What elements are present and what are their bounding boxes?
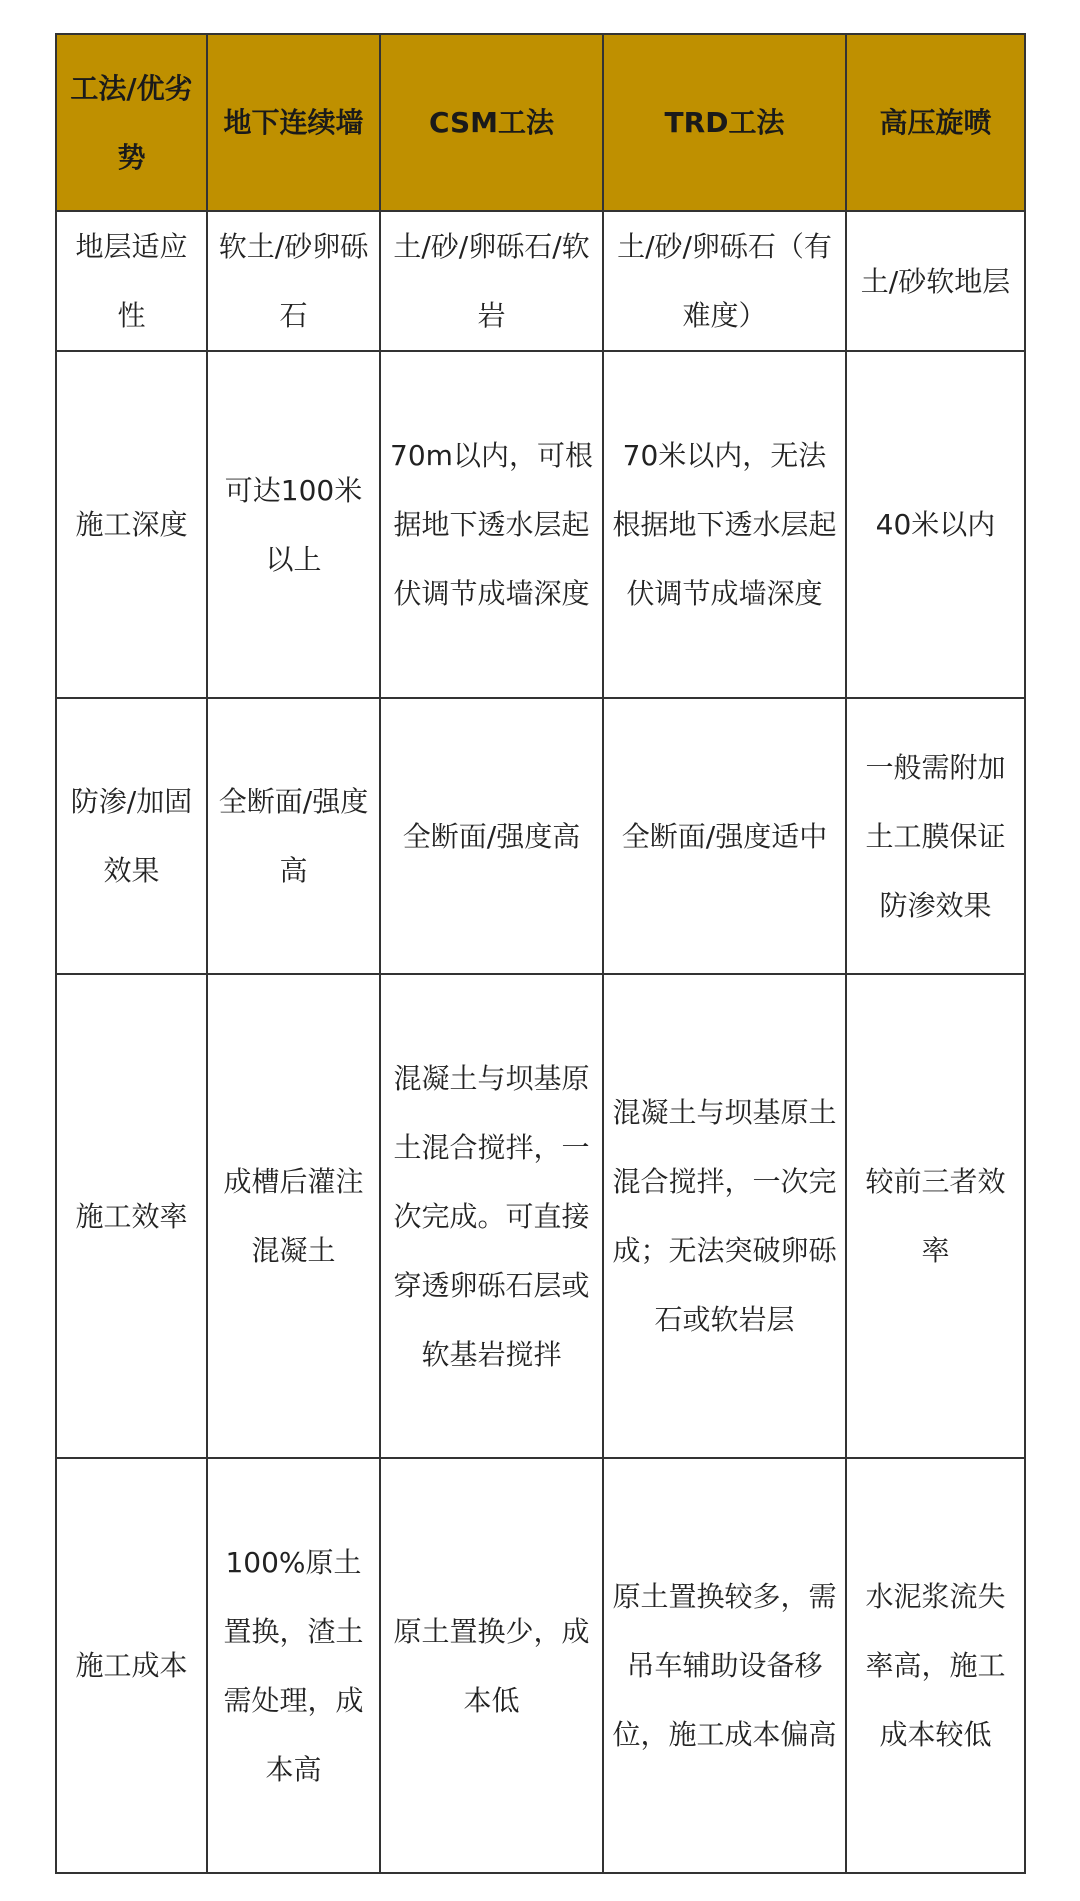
- header-cell: 工法/优劣势: [56, 34, 207, 211]
- comparison-table: [55, 33, 1026, 1874]
- table-cell: 全断面/强度高: [207, 698, 380, 974]
- row-label: 施工效率: [56, 974, 207, 1458]
- table-row: [56, 698, 1025, 974]
- table-cell: 成槽后灌注混凝土: [207, 974, 380, 1458]
- table-row: [56, 1458, 1025, 1873]
- table-cell: 土/砂/卵砾石/软岩: [380, 211, 603, 351]
- table-row: [56, 211, 1025, 351]
- row-label: 施工成本: [56, 1458, 207, 1873]
- table-cell: 较前三者效率: [846, 974, 1025, 1458]
- table-row: [56, 351, 1025, 698]
- table-cell: 70m以内，可根据地下透水层起伏调节成墙深度: [380, 351, 603, 698]
- header-cell: CSM工法: [380, 34, 603, 211]
- table-cell: 原土置换少，成本低: [380, 1458, 603, 1873]
- header-cell: 高压旋喷: [846, 34, 1025, 211]
- table-cell: 原土置换较多，需吊车辅助设备移位，施工成本偏高: [603, 1458, 846, 1873]
- header-cell: 地下连续墙: [207, 34, 380, 211]
- row-label: 施工深度: [56, 351, 207, 698]
- table-cell: 混凝土与坝基原土混合搅拌，一次完成。可直接穿透卵砾石层或软基岩搅拌: [380, 974, 603, 1458]
- row-label: 防渗/加固效果: [56, 698, 207, 974]
- table-cell: 土/砂软地层: [846, 211, 1025, 351]
- header-cell: TRD工法: [603, 34, 846, 211]
- table-cell: 土/砂/卵砾石（有难度）: [603, 211, 846, 351]
- table-cell: 可达100米以上: [207, 351, 380, 698]
- table-cell: 水泥浆流失率高，施工成本较低: [846, 1458, 1025, 1873]
- table-cell: 70米以内，无法根据地下透水层起伏调节成墙深度: [603, 351, 846, 698]
- table-cell: 全断面/强度高: [380, 698, 603, 974]
- table-cell: 全断面/强度适中: [603, 698, 846, 974]
- table-cell: 混凝土与坝基原土混合搅拌，一次完成；无法突破卵砾石或软岩层: [603, 974, 846, 1458]
- header-row: [56, 34, 1025, 211]
- table-cell: 100%原土置换，渣土需处理，成本高: [207, 1458, 380, 1873]
- row-label: 地层适应性: [56, 211, 207, 351]
- table-row: [56, 974, 1025, 1458]
- table-cell: 软土/砂卵砾石: [207, 211, 380, 351]
- table-cell: 40米以内: [846, 351, 1025, 698]
- table-cell: 一般需附加土工膜保证防渗效果: [846, 698, 1025, 974]
